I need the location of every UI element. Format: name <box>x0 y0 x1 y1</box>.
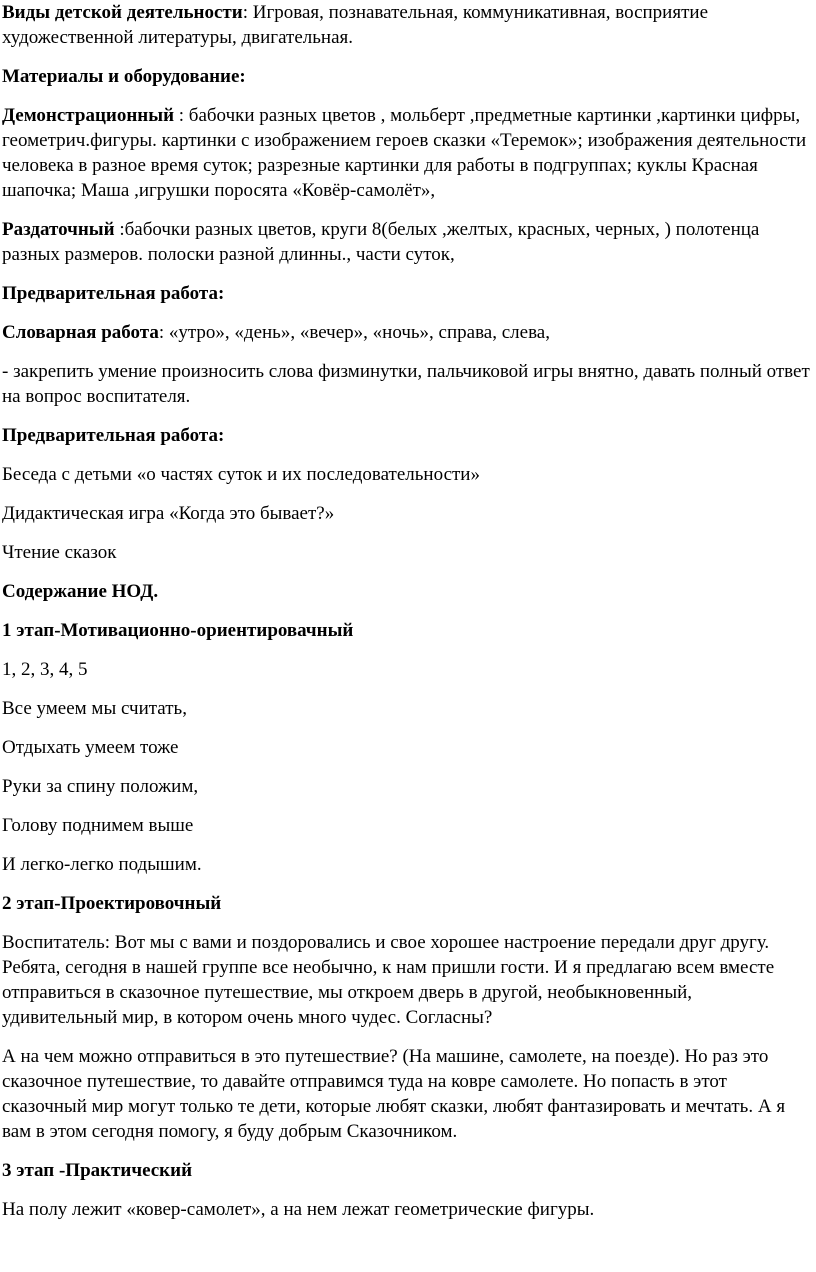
reinforce-paragraph: - закрепить умение произносить слова физминутки, пальчиковой игры внятно, давать полный ответ на вопрос воспитателя. <box>2 361 810 407</box>
handout-text: :бабочки разных цветов, круги 8(белых ,желтых, красных, черных, ) полотенца разных размеров. полоски разной длинны., части суток, <box>2 219 760 265</box>
handout-paragraph <box>2 217 812 267</box>
prelim-item: Чтение сказок <box>2 542 117 563</box>
poem-line: И легко-легко подышим. <box>2 854 202 875</box>
poem-line: Отдыхать умеем тоже <box>2 737 179 758</box>
demo-paragraph <box>2 103 812 203</box>
stage3-paragraph: На полу лежит «ковер-самолет», а на нем лежат геометрические фигуры. <box>2 1199 595 1220</box>
prelim-heading-2: Предварительная работа: <box>2 425 225 446</box>
demo-text: : бабочки разных цветов , мольберт ,предметные картинки ,картинки цифры, геометрич.фигуры. картинки с изображением героев сказки «Теремок»; изображения деятельности человека в разное время суток; разрезные картинки для работы в подгруппах; куклы Красная шапочка; Маша ,игрушки поросята «Ковёр-самолёт», <box>2 105 807 201</box>
poem-line: 1, 2, 3, 4, 5 <box>2 659 88 680</box>
stage2-paragraph: А на чем можно отправиться в это путешествие? (На машине, самолете, на поезде). Но раз это сказочное путешествие, то давайте отправимся туда на ковре самолете. Но попасть в этот сказочный мир могут только те дети, которые любят сказки, любят фантазировать и мечтать. А я вам в этом сегодня помогу, я буду добрым Сказочником. <box>2 1046 786 1142</box>
materials-heading: Материалы и оборудование: <box>2 66 246 87</box>
stage1-heading: 1 этап-Мотивационно-ориентировачный <box>2 620 354 641</box>
poem-line: Голову поднимем выше <box>2 815 194 836</box>
vocab-text: : «утро», «день», «вечер», «ночь», справа, слева, <box>158 322 550 343</box>
activities-text: : Игровая, познавательная, коммуникативная, восприятие художественной литературы, двигательная. <box>2 2 708 48</box>
prelim-heading-1: Предварительная работа: <box>2 283 225 304</box>
demo-label: Демонстрационный <box>2 105 175 126</box>
stage2-paragraph: Воспитатель: Вот мы с вами и поздоровались и свое хорошее настроение передали друг другу. Ребята, сегодня в нашей группе все необычно, к нам пришли гости. И я предлагаю всем вместе отправиться в сказочное путешествие, мы откроем дверь в другой, необыкновенный, удивительный мир, в котором очень много чудес. Согласны? <box>2 932 775 1028</box>
vocab-paragraph <box>2 320 812 345</box>
handout-label: Раздаточный <box>2 219 115 240</box>
activities-paragraph <box>2 0 812 50</box>
stage3-heading: 3 этап -Практический <box>2 1160 193 1181</box>
poem-line: Все умеем мы считать, <box>2 698 187 719</box>
prelim-item: Дидактическая игра «Когда это бывает?» <box>2 503 335 524</box>
prelim-item: Беседа с детьми «о частях суток и их последовательности» <box>2 464 480 485</box>
content-heading: Содержание НОД. <box>2 581 159 602</box>
activities-label: Виды детской деятельности <box>2 2 243 23</box>
vocab-label: Словарная работа <box>2 322 159 343</box>
stage2-heading: 2 этап-Проектировочный <box>2 893 222 914</box>
poem-line: Руки за спину положим, <box>2 776 199 797</box>
